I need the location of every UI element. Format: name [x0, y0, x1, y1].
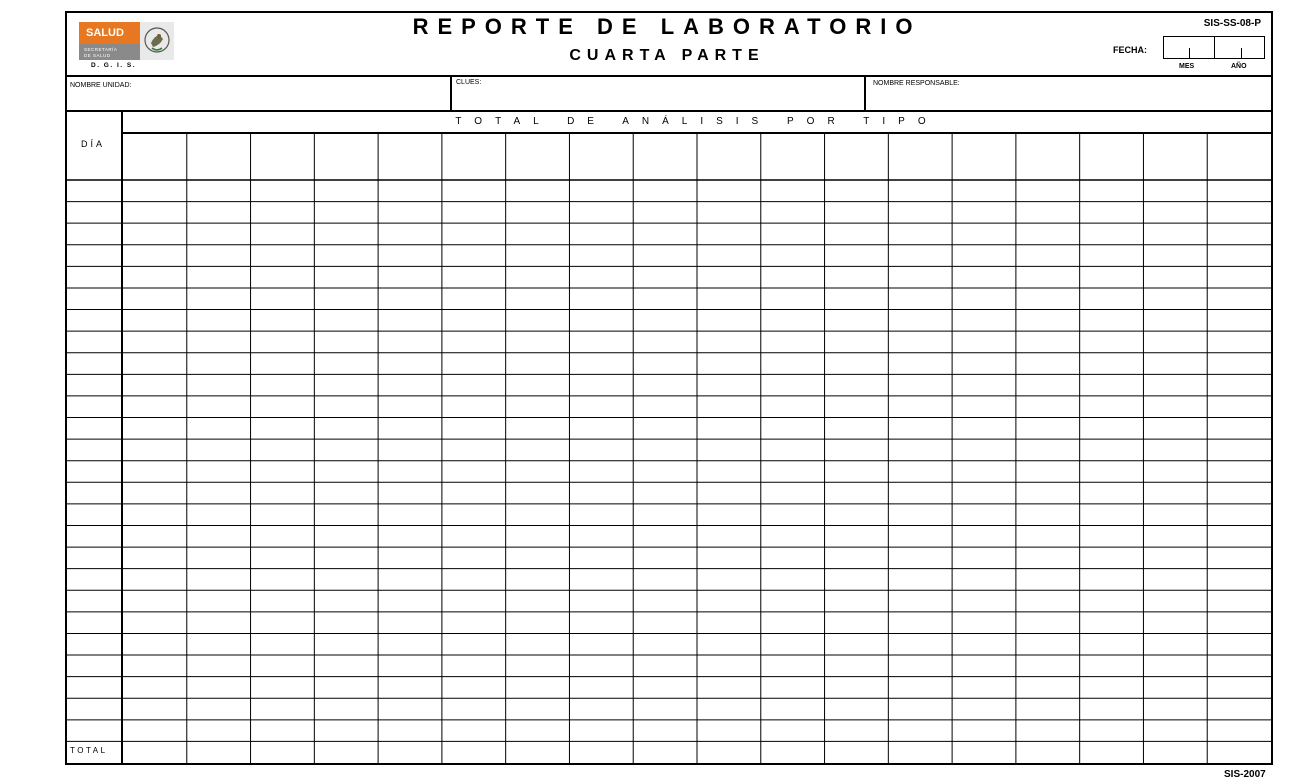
fecha-label: FECHA: [1113, 45, 1147, 55]
mexico-seal-icon [140, 22, 174, 60]
form-code: SIS-SS-08-P [1203, 18, 1261, 29]
info-row [67, 75, 1271, 112]
anio-label: AÑO [1231, 63, 1247, 70]
responsable-label: NOMBRE RESPONSABLE: [873, 80, 960, 87]
fecha-field[interactable] [1163, 36, 1265, 59]
logo-line-1: SECRETARÍA [84, 47, 118, 52]
logo-subtext [79, 44, 140, 60]
clues-field[interactable] [452, 75, 866, 110]
mes-label: MES [1179, 63, 1195, 70]
salud-logo [79, 22, 174, 62]
analysis-grid [67, 110, 1271, 763]
unidad-field[interactable] [67, 75, 452, 110]
dgis-caption: D. G. I. S. [91, 62, 137, 69]
unidad-label: NOMBRE UNIDAD: [70, 82, 132, 89]
fecha-tick-anio [1241, 48, 1242, 58]
report-title: REPORTE DE LABORATORIO [412, 14, 922, 39]
footer-code: SIS-2007 [1224, 769, 1266, 780]
logo-line-2: DE SALUD [84, 53, 111, 58]
responsable-field[interactable] [866, 75, 1271, 110]
logo-brand: SALUD [79, 22, 140, 44]
grid-lines [67, 110, 1271, 763]
total-row-label: TOTAL [70, 746, 108, 755]
form-sheet [65, 11, 1273, 765]
dia-header: DÍA [81, 139, 106, 149]
fecha-divider [1214, 37, 1215, 58]
analysis-type-band: TOTAL DE ANÁLISIS POR TIPO [123, 110, 1271, 134]
clues-label: CLUES: [456, 79, 482, 86]
report-subtitle: CUARTA PARTE [569, 47, 765, 64]
fecha-tick-mes [1189, 48, 1190, 58]
form-header [67, 13, 1271, 77]
